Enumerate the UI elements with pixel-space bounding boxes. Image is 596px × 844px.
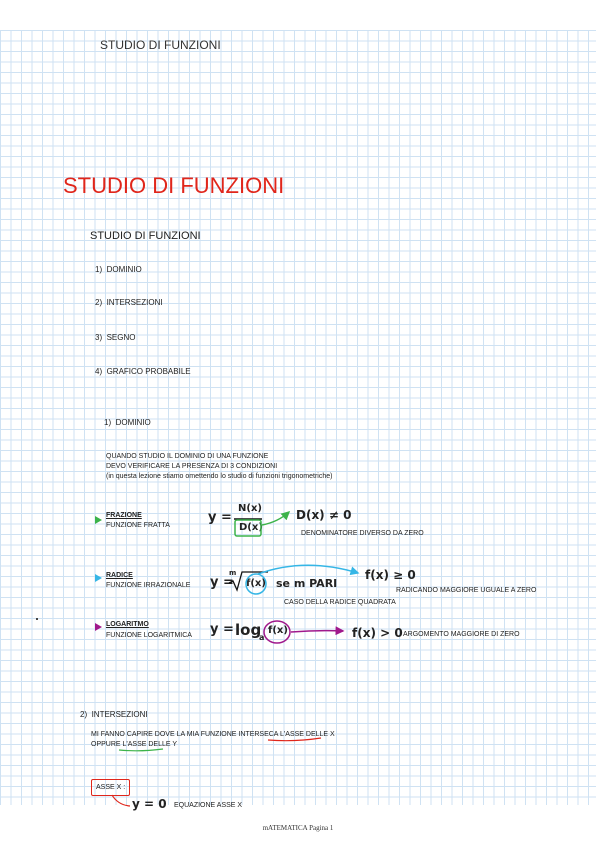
- formula-result: f(x) ≥ 0: [365, 568, 416, 582]
- root-condition: se m PARI: [276, 577, 338, 590]
- underline-y-axis: [119, 749, 163, 751]
- subtitle: STUDIO DI FUNZIONI: [90, 230, 201, 242]
- denominator-box: [235, 520, 261, 536]
- purple-arrow: [291, 631, 343, 632]
- section-num: 1): [104, 418, 112, 427]
- header-title: STUDIO DI FUNZIONI: [100, 38, 221, 52]
- formula-result: D(x) ≠ 0: [296, 508, 352, 522]
- blue-arrow: [258, 565, 358, 574]
- list-num: 4): [95, 367, 103, 376]
- log-argument: f(x): [268, 625, 288, 636]
- formula-denominator: D(x): [239, 522, 263, 533]
- underline-x-axis: [268, 738, 321, 741]
- list-label: SEGNO: [106, 333, 136, 342]
- root-radicand: f(x): [246, 578, 266, 589]
- argument-circle: [264, 621, 290, 643]
- condition-subtitle: FUNZIONE FRATTA: [106, 522, 170, 529]
- handwritten-annotations: [0, 30, 596, 805]
- condition-subtitle: FUNZIONE IRRAZIONALE: [106, 582, 191, 589]
- section-num: 2): [80, 710, 88, 719]
- main-title: STUDIO DI FUNZIONI: [63, 173, 285, 198]
- text-underlined-y-axis: L'ASSE DELLE Y: [122, 741, 178, 748]
- intro-line: DEVO VERIFICARE LA PRESENZA DI 3 CONDIZIONI: [106, 463, 278, 470]
- radicand-circle: [246, 574, 266, 594]
- page-footer: mATEMATICA Pagina 1: [262, 824, 334, 832]
- list-label: DOMINIO: [106, 265, 142, 274]
- red-hook-arrow: [112, 795, 130, 806]
- root-index: m: [229, 569, 237, 577]
- condition-subtitle: FUNZIONE LOGARITMICA: [106, 632, 192, 639]
- section-title: DOMINIO: [115, 418, 151, 427]
- intro-line: (in questa lezione stiamo omettendo lo studio di funzioni trigonometriche): [106, 473, 333, 480]
- section-title: INTERSEZIONI: [91, 710, 148, 719]
- formula-lhs: y =: [208, 510, 232, 525]
- formula-numerator: N(x): [238, 503, 262, 514]
- formula-result: f(x) > 0: [352, 626, 403, 640]
- text-plain: MI FANNO CAPIRE DOVE LA MIA FUNZIONE INTERSECA: [91, 731, 281, 738]
- equation-partial: y = 0: [132, 797, 167, 811]
- notebook-page: [0, 30, 596, 811]
- log-base: a: [259, 633, 265, 642]
- list-num: 1): [95, 265, 103, 274]
- formula-note-secondary: CASO DELLA RADICE QUADRATA: [284, 599, 396, 606]
- list-num: 2): [95, 298, 103, 307]
- radical-sign: [229, 572, 268, 590]
- list-num: 3): [95, 333, 103, 342]
- equation-note: EQUAZIONE ASSE X: [174, 802, 243, 809]
- intro-line: QUANDO STUDIO IL DOMINIO DI UNA FUNZIONE: [106, 453, 269, 460]
- formula-note: RADICANDO MAGGIORE UGUALE A ZERO: [396, 587, 537, 594]
- formula-note: ARGOMENTO MAGGIORE DI ZERO: [403, 631, 520, 638]
- formula-note: DENOMINATORE DIVERSO DA ZERO: [301, 530, 424, 537]
- list-label: GRAFICO PROBABILE: [106, 367, 191, 376]
- asse-x-label: ASSE X :: [96, 784, 126, 791]
- condition-title: RADICE: [106, 572, 133, 579]
- text-plain: OPPURE: [91, 741, 123, 748]
- text-underlined-x-axis: L'ASSE DELLE X: [280, 731, 335, 738]
- green-arrow: [262, 512, 289, 525]
- log-symbol: log: [235, 621, 262, 639]
- formula-lhs: y =: [210, 622, 234, 637]
- list-label: INTERSEZIONI: [106, 298, 163, 307]
- condition-title: FRAZIONE: [106, 512, 142, 519]
- condition-title: LOGARITMO: [106, 621, 149, 628]
- formula-lhs: y =: [210, 575, 234, 590]
